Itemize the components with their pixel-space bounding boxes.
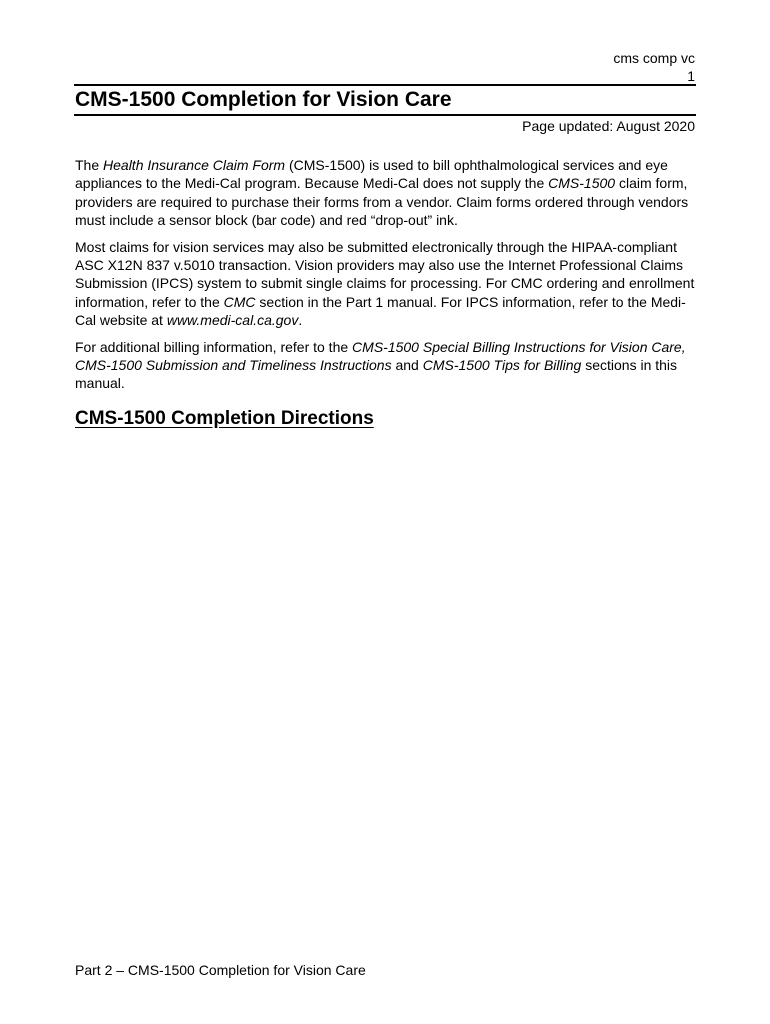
website-reference: www.medi-cal.ca.gov <box>166 312 299 329</box>
section-reference-emphasis: CMS-1500 Tips for Billing <box>422 357 582 374</box>
document-code <box>613 49 695 85</box>
page-updated-date: Page updated: August 2020 <box>522 118 695 134</box>
paragraph-text: Most claims for vision services may also be submitted electronically through the HIPAA-compliant ASC X12N 837 v.5010 transaction. Vision providers may also use the Internet Professional Claims Submission (IPCS) system to submit single claims for processing. For CMC ordering and enrollment information, refer to the <box>75 238 695 310</box>
paragraph-text: claim form, providers are required to purchase their forms from a vendor. Claim forms ordered through vendors must include a sensor block (bar code) and red “drop-out” ink. <box>75 175 689 229</box>
body-text <box>75 156 697 401</box>
form-name-emphasis: CMS-1500 <box>548 175 616 192</box>
section-heading: CMS-1500 Completion Directions <box>75 408 374 429</box>
paragraph-text: . <box>298 312 303 329</box>
form-name-emphasis: Health Insurance Claim Form <box>103 157 286 173</box>
page-footer: Part 2 – CMS-1500 Completion for Vision Care <box>75 962 366 978</box>
section-reference-emphasis: CMS-1500 Special Billing Instructions for Vision Care, CMS-1500 Submission and Timeliness Instructions <box>75 338 686 374</box>
document-code-name: cms comp vc <box>613 50 695 66</box>
paragraph-text: (CMS-1500) is used to bill ophthalmological services and eye appliances to the Medi-Cal program. Because Medi-Cal does not supply the <box>75 157 668 192</box>
paragraph-electronic-claims <box>75 238 697 330</box>
paragraph-text: sections in this manual. <box>75 357 678 392</box>
paragraph-text: section in the Part 1 manual. For IPCS information, refer to the Medi-Cal website at <box>75 293 686 329</box>
section-reference-emphasis: CMC <box>223 293 256 310</box>
page-title: CMS-1500 Completion for Vision Care <box>75 88 452 111</box>
paragraph-claim-form-intro <box>75 156 697 230</box>
paragraph-text: For additional billing information, refer to the <box>75 338 353 355</box>
paragraph-additional-billing <box>75 338 697 393</box>
paragraph-text: and <box>391 357 423 374</box>
document-page-number: 1 <box>687 68 695 84</box>
paragraph-text: The <box>75 157 104 173</box>
